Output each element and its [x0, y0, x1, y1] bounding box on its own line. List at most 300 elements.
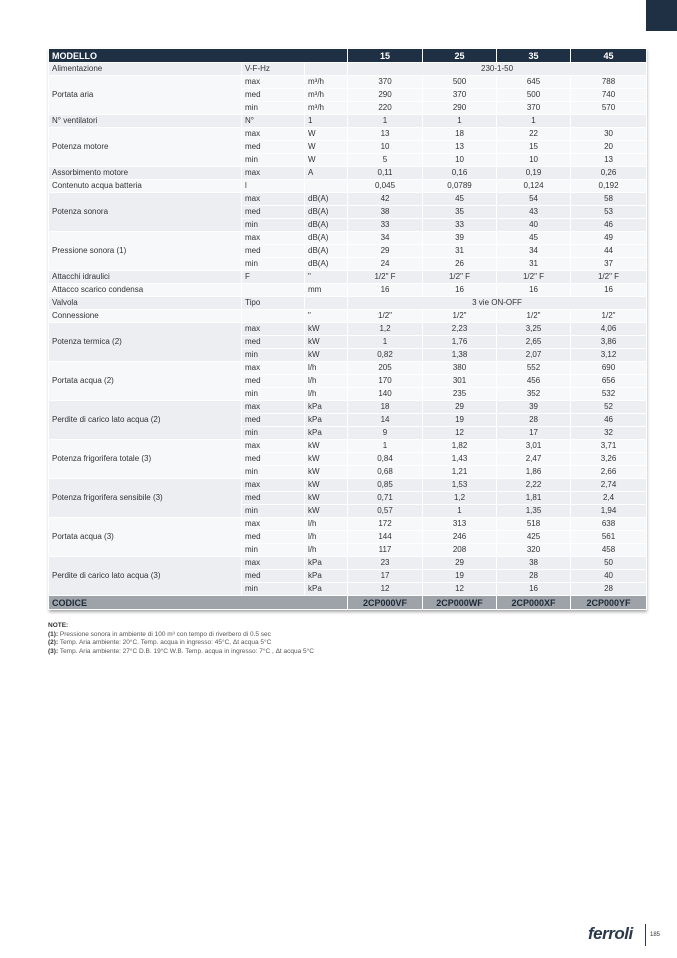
row-value: 10	[497, 154, 571, 167]
row-unit: kPa	[305, 401, 348, 414]
row-label: Assorbimento motore	[49, 167, 242, 180]
row-unit: W	[305, 128, 348, 141]
page-number: 185	[650, 932, 661, 938]
row-value: 39	[423, 232, 497, 245]
row-sub: max	[242, 401, 305, 414]
row-sub: max	[242, 76, 305, 89]
row-value: 14	[348, 414, 423, 427]
row-value: 2,07	[497, 349, 571, 362]
row-value: 1/2" F	[348, 271, 423, 284]
row-value: 1/2"	[497, 310, 571, 323]
row-value: 3,25	[497, 323, 571, 336]
footer-code-label: CODICE	[49, 596, 348, 610]
table-row	[49, 297, 647, 310]
row-unit: kW	[305, 453, 348, 466]
row-value: 40	[497, 219, 571, 232]
row-value: 37	[571, 258, 647, 271]
row-unit: dB(A)	[305, 206, 348, 219]
table-row	[49, 232, 647, 245]
row-label: Portata acqua (3)	[49, 518, 242, 557]
row-value: 352	[497, 388, 571, 401]
row-value: 552	[497, 362, 571, 375]
row-sub: V-F-Hz	[242, 63, 305, 76]
row-sub: min	[242, 466, 305, 479]
row-value: 12	[423, 583, 497, 596]
row-value: 500	[497, 89, 571, 102]
row-value: 0,57	[348, 505, 423, 518]
row-label: Contenuto acqua batteria	[49, 180, 242, 193]
row-value: 40	[571, 570, 647, 583]
row-sub: max	[242, 518, 305, 531]
row-sub: min	[242, 258, 305, 271]
row-unit	[305, 180, 348, 193]
row-value: 45	[423, 193, 497, 206]
table-row	[49, 193, 647, 206]
row-value: 38	[497, 557, 571, 570]
row-value: 24	[348, 258, 423, 271]
row-sub: max	[242, 323, 305, 336]
row-sub: med	[242, 375, 305, 388]
row-value: 58	[571, 193, 647, 206]
row-value: 788	[571, 76, 647, 89]
row-sub: med	[242, 245, 305, 258]
row-value: 370	[423, 89, 497, 102]
row-value: 1/2"	[423, 310, 497, 323]
header-model-35: 35	[497, 49, 571, 63]
row-value: 2,47	[497, 453, 571, 466]
row-unit: kW	[305, 492, 348, 505]
row-value: 0,124	[497, 180, 571, 193]
row-value: 26	[423, 258, 497, 271]
row-sub: min	[242, 544, 305, 557]
row-value: 50	[571, 557, 647, 570]
row-value: 16	[497, 583, 571, 596]
row-sub: min	[242, 219, 305, 232]
row-unit: W	[305, 154, 348, 167]
row-sub: min	[242, 427, 305, 440]
row-value: 20	[571, 141, 647, 154]
row-label: Perdite di carico lato acqua (2)	[49, 401, 242, 440]
row-value: 23	[348, 557, 423, 570]
row-label: Potenza sonora	[49, 193, 242, 232]
row-value: 1,94	[571, 505, 647, 518]
table-row	[49, 115, 647, 128]
row-label: Connessione	[49, 310, 242, 323]
row-unit: l/h	[305, 388, 348, 401]
row-value: 1,35	[497, 505, 571, 518]
row-sub: med	[242, 336, 305, 349]
row-value: 3,12	[571, 349, 647, 362]
row-value: 22	[497, 128, 571, 141]
row-value: 0,82	[348, 349, 423, 362]
row-value: 17	[497, 427, 571, 440]
row-unit: A	[305, 167, 348, 180]
row-value: 9	[348, 427, 423, 440]
row-label: Attacchi idraulici	[49, 271, 242, 284]
row-value: 13	[348, 128, 423, 141]
row-sub: med	[242, 141, 305, 154]
row-value: 638	[571, 518, 647, 531]
row-span-value: 3 vie ON-OFF	[348, 297, 647, 310]
row-value: 301	[423, 375, 497, 388]
note-2: (2): Temp. Aria ambiente: 20°C. Temp. acqua in ingresso: 45°C, Δt acqua 5°C	[48, 639, 272, 647]
header-model-15: 15	[348, 49, 423, 63]
row-value: 1	[423, 115, 497, 128]
row-value: 16	[571, 284, 647, 297]
row-value: 1,38	[423, 349, 497, 362]
table-row	[49, 362, 647, 375]
row-value: 690	[571, 362, 647, 375]
table-row	[49, 401, 647, 414]
row-label: Potenza frigorifera totale (3)	[49, 440, 242, 479]
row-value: 1,2	[348, 323, 423, 336]
row-value: 320	[497, 544, 571, 557]
row-value: 220	[348, 102, 423, 115]
row-value: 30	[571, 128, 647, 141]
row-value: 645	[497, 76, 571, 89]
row-sub: l	[242, 180, 305, 193]
table-row	[49, 63, 647, 76]
row-unit: 1	[305, 115, 348, 128]
row-value: 1/2" F	[423, 271, 497, 284]
row-value: 2,23	[423, 323, 497, 336]
row-value: 19	[423, 414, 497, 427]
row-value: 15	[497, 141, 571, 154]
row-value: 0,19	[497, 167, 571, 180]
row-value: 458	[571, 544, 647, 557]
row-value: 33	[423, 219, 497, 232]
row-unit: kW	[305, 440, 348, 453]
row-value: 1,43	[423, 453, 497, 466]
row-sub: med	[242, 206, 305, 219]
row-sub: max	[242, 362, 305, 375]
row-value: 0,85	[348, 479, 423, 492]
row-value: 144	[348, 531, 423, 544]
row-value: 3,26	[571, 453, 647, 466]
row-unit	[305, 63, 348, 76]
row-value: 235	[423, 388, 497, 401]
row-value: 16	[423, 284, 497, 297]
footer-code-value: 2CP000WF	[423, 596, 497, 610]
row-value: 31	[497, 258, 571, 271]
row-value: 290	[423, 102, 497, 115]
row-unit: kPa	[305, 570, 348, 583]
row-value: 1,21	[423, 466, 497, 479]
row-sub: min	[242, 583, 305, 596]
row-unit: m³/h	[305, 89, 348, 102]
row-sub: min	[242, 102, 305, 115]
ferroli-logo: ferroli	[588, 924, 633, 943]
table-row	[49, 167, 647, 180]
row-unit: l/h	[305, 362, 348, 375]
row-unit: kW	[305, 336, 348, 349]
row-sub: max	[242, 193, 305, 206]
row-value: 0,26	[571, 167, 647, 180]
row-value: 0,192	[571, 180, 647, 193]
table-header-row	[49, 49, 647, 63]
header-model-label: MODELLO	[49, 49, 348, 63]
row-unit: m³/h	[305, 76, 348, 89]
row-value: 34	[348, 232, 423, 245]
table-row	[49, 284, 647, 297]
row-unit: kW	[305, 505, 348, 518]
row-sub: med	[242, 492, 305, 505]
row-value: 518	[497, 518, 571, 531]
row-unit: "	[305, 271, 348, 284]
row-label: Potenza motore	[49, 128, 242, 167]
row-value: 42	[348, 193, 423, 206]
row-span-value: 230-1-50	[348, 63, 647, 76]
row-unit: dB(A)	[305, 245, 348, 258]
row-sub: max	[242, 232, 305, 245]
table-row	[49, 323, 647, 336]
row-value: 44	[571, 245, 647, 258]
row-unit: kW	[305, 349, 348, 362]
row-sub: med	[242, 570, 305, 583]
row-value: 370	[348, 76, 423, 89]
row-sub: max	[242, 167, 305, 180]
row-value: 43	[497, 206, 571, 219]
row-sub: med	[242, 453, 305, 466]
row-label: Portata acqua (2)	[49, 362, 242, 401]
row-value: 13	[423, 141, 497, 154]
row-value: 2,22	[497, 479, 571, 492]
row-value: 0,84	[348, 453, 423, 466]
row-sub	[242, 310, 305, 323]
row-value: 1/2" F	[497, 271, 571, 284]
table-row	[49, 76, 647, 89]
row-unit: kPa	[305, 583, 348, 596]
row-value: 0,045	[348, 180, 423, 193]
row-unit: mm	[305, 284, 348, 297]
row-value: 313	[423, 518, 497, 531]
row-value: 172	[348, 518, 423, 531]
row-value: 456	[497, 375, 571, 388]
row-value: 45	[497, 232, 571, 245]
row-value: 31	[423, 245, 497, 258]
table-row	[49, 557, 647, 570]
row-value: 1/2" F	[571, 271, 647, 284]
row-value: 2,65	[497, 336, 571, 349]
row-value: 17	[348, 570, 423, 583]
table-row	[49, 128, 647, 141]
row-unit: l/h	[305, 531, 348, 544]
row-sub: max	[242, 479, 305, 492]
row-value: 0,16	[423, 167, 497, 180]
header-model-45: 45	[571, 49, 647, 63]
row-value: 2,4	[571, 492, 647, 505]
row-value: 1,86	[497, 466, 571, 479]
row-unit: l/h	[305, 375, 348, 388]
row-value: 425	[497, 531, 571, 544]
row-sub: med	[242, 414, 305, 427]
row-value: 13	[571, 154, 647, 167]
row-label: N° ventilatori	[49, 115, 242, 128]
table-row	[49, 479, 647, 492]
row-sub: max	[242, 440, 305, 453]
note-3: (3): Temp. Aria ambiente: 27°C D.B. 19°C W.B. Temp. acqua in ingresso: 7°C , Δt acqua 5°C	[48, 647, 314, 655]
table-row	[49, 440, 647, 453]
row-label: Potenza termica (2)	[49, 323, 242, 362]
row-value: 1	[348, 336, 423, 349]
row-sub: med	[242, 531, 305, 544]
row-value: 12	[348, 583, 423, 596]
row-value	[571, 115, 647, 128]
row-unit: "	[305, 310, 348, 323]
row-value: 28	[497, 570, 571, 583]
row-value: 140	[348, 388, 423, 401]
table-row	[49, 180, 647, 193]
row-value: 4,06	[571, 323, 647, 336]
row-value: 1	[348, 115, 423, 128]
row-value: 12	[423, 427, 497, 440]
row-unit: kW	[305, 466, 348, 479]
note-1: (1): Pressione sonora in ambiente di 100 m³ con tempo di riverbero di 0.5 sec	[48, 630, 271, 638]
row-sub: Tipo	[242, 297, 305, 310]
row-value: 10	[348, 141, 423, 154]
row-sub: max	[242, 557, 305, 570]
row-unit: dB(A)	[305, 193, 348, 206]
row-value: 5	[348, 154, 423, 167]
row-unit: l/h	[305, 544, 348, 557]
row-value: 0,0789	[423, 180, 497, 193]
row-value: 29	[423, 401, 497, 414]
row-unit: dB(A)	[305, 232, 348, 245]
row-value: 117	[348, 544, 423, 557]
row-sub: max	[242, 128, 305, 141]
row-value: 3,01	[497, 440, 571, 453]
row-value: 35	[423, 206, 497, 219]
row-value: 500	[423, 76, 497, 89]
footer-code-value: 2CP000YF	[571, 596, 647, 610]
row-unit: W	[305, 141, 348, 154]
row-value: 29	[423, 557, 497, 570]
row-value: 1	[348, 440, 423, 453]
row-value: 532	[571, 388, 647, 401]
row-value: 1/2"	[348, 310, 423, 323]
row-value: 170	[348, 375, 423, 388]
row-label: Portata aria	[49, 76, 242, 115]
row-value: 2,74	[571, 479, 647, 492]
row-value: 29	[348, 245, 423, 258]
row-value: 656	[571, 375, 647, 388]
row-value: 370	[497, 102, 571, 115]
row-value: 1,76	[423, 336, 497, 349]
row-value: 1,2	[423, 492, 497, 505]
row-value: 246	[423, 531, 497, 544]
row-value: 1/2"	[571, 310, 647, 323]
table-footer-row	[49, 596, 647, 610]
footer-code-value: 2CP000VF	[348, 596, 423, 610]
row-label: Pressione sonora (1)	[49, 232, 242, 271]
row-value: 54	[497, 193, 571, 206]
row-value: 1,53	[423, 479, 497, 492]
row-value: 570	[571, 102, 647, 115]
row-sub: min	[242, 349, 305, 362]
row-unit: dB(A)	[305, 219, 348, 232]
row-value: 2,66	[571, 466, 647, 479]
row-value: 0,68	[348, 466, 423, 479]
row-unit: l/h	[305, 518, 348, 531]
row-value: 3,86	[571, 336, 647, 349]
row-value: 46	[571, 414, 647, 427]
row-unit: m³/h	[305, 102, 348, 115]
notes-title: NOTE:	[48, 622, 69, 629]
row-value: 561	[571, 531, 647, 544]
row-value: 1,82	[423, 440, 497, 453]
row-value: 38	[348, 206, 423, 219]
row-sub: min	[242, 505, 305, 518]
table-row	[49, 310, 647, 323]
row-sub	[242, 284, 305, 297]
row-label: Attacco scarico condensa	[49, 284, 242, 297]
row-unit: kPa	[305, 414, 348, 427]
footer-code-value: 2CP000XF	[497, 596, 571, 610]
row-value: 740	[571, 89, 647, 102]
row-sub: F	[242, 271, 305, 284]
row-value: 19	[423, 570, 497, 583]
row-label: Potenza frigorifera sensibile (3)	[49, 479, 242, 518]
row-label: Valvola	[49, 297, 242, 310]
row-value: 28	[571, 583, 647, 596]
row-unit	[305, 297, 348, 310]
logo-divider	[645, 924, 646, 946]
row-value: 33	[348, 219, 423, 232]
row-value: 1	[497, 115, 571, 128]
row-value: 32	[571, 427, 647, 440]
row-unit: kPa	[305, 427, 348, 440]
row-value: 18	[348, 401, 423, 414]
row-value: 0,71	[348, 492, 423, 505]
row-value: 53	[571, 206, 647, 219]
row-label: Perdite di carico lato acqua (3)	[49, 557, 242, 596]
row-value: 10	[423, 154, 497, 167]
row-sub: min	[242, 388, 305, 401]
row-unit: kPa	[305, 557, 348, 570]
row-value: 28	[497, 414, 571, 427]
row-label: Alimentazione	[49, 63, 242, 76]
row-value: 380	[423, 362, 497, 375]
notes-block	[48, 622, 314, 656]
row-value: 290	[348, 89, 423, 102]
row-unit: kW	[305, 479, 348, 492]
row-value: 16	[497, 284, 571, 297]
row-unit: kW	[305, 323, 348, 336]
row-sub: N°	[242, 115, 305, 128]
row-value: 34	[497, 245, 571, 258]
table-row	[49, 271, 647, 284]
spec-table	[48, 48, 646, 610]
row-value: 208	[423, 544, 497, 557]
row-value: 46	[571, 219, 647, 232]
row-value: 39	[497, 401, 571, 414]
corner-tab	[646, 0, 677, 31]
row-value: 0,11	[348, 167, 423, 180]
row-value: 52	[571, 401, 647, 414]
table-row	[49, 518, 647, 531]
row-value: 18	[423, 128, 497, 141]
row-value: 49	[571, 232, 647, 245]
row-value: 3,71	[571, 440, 647, 453]
row-sub: med	[242, 89, 305, 102]
row-value: 16	[348, 284, 423, 297]
row-sub: min	[242, 154, 305, 167]
row-value: 205	[348, 362, 423, 375]
row-value: 1	[423, 505, 497, 518]
header-model-25: 25	[423, 49, 497, 63]
row-value: 1,81	[497, 492, 571, 505]
row-unit: dB(A)	[305, 258, 348, 271]
